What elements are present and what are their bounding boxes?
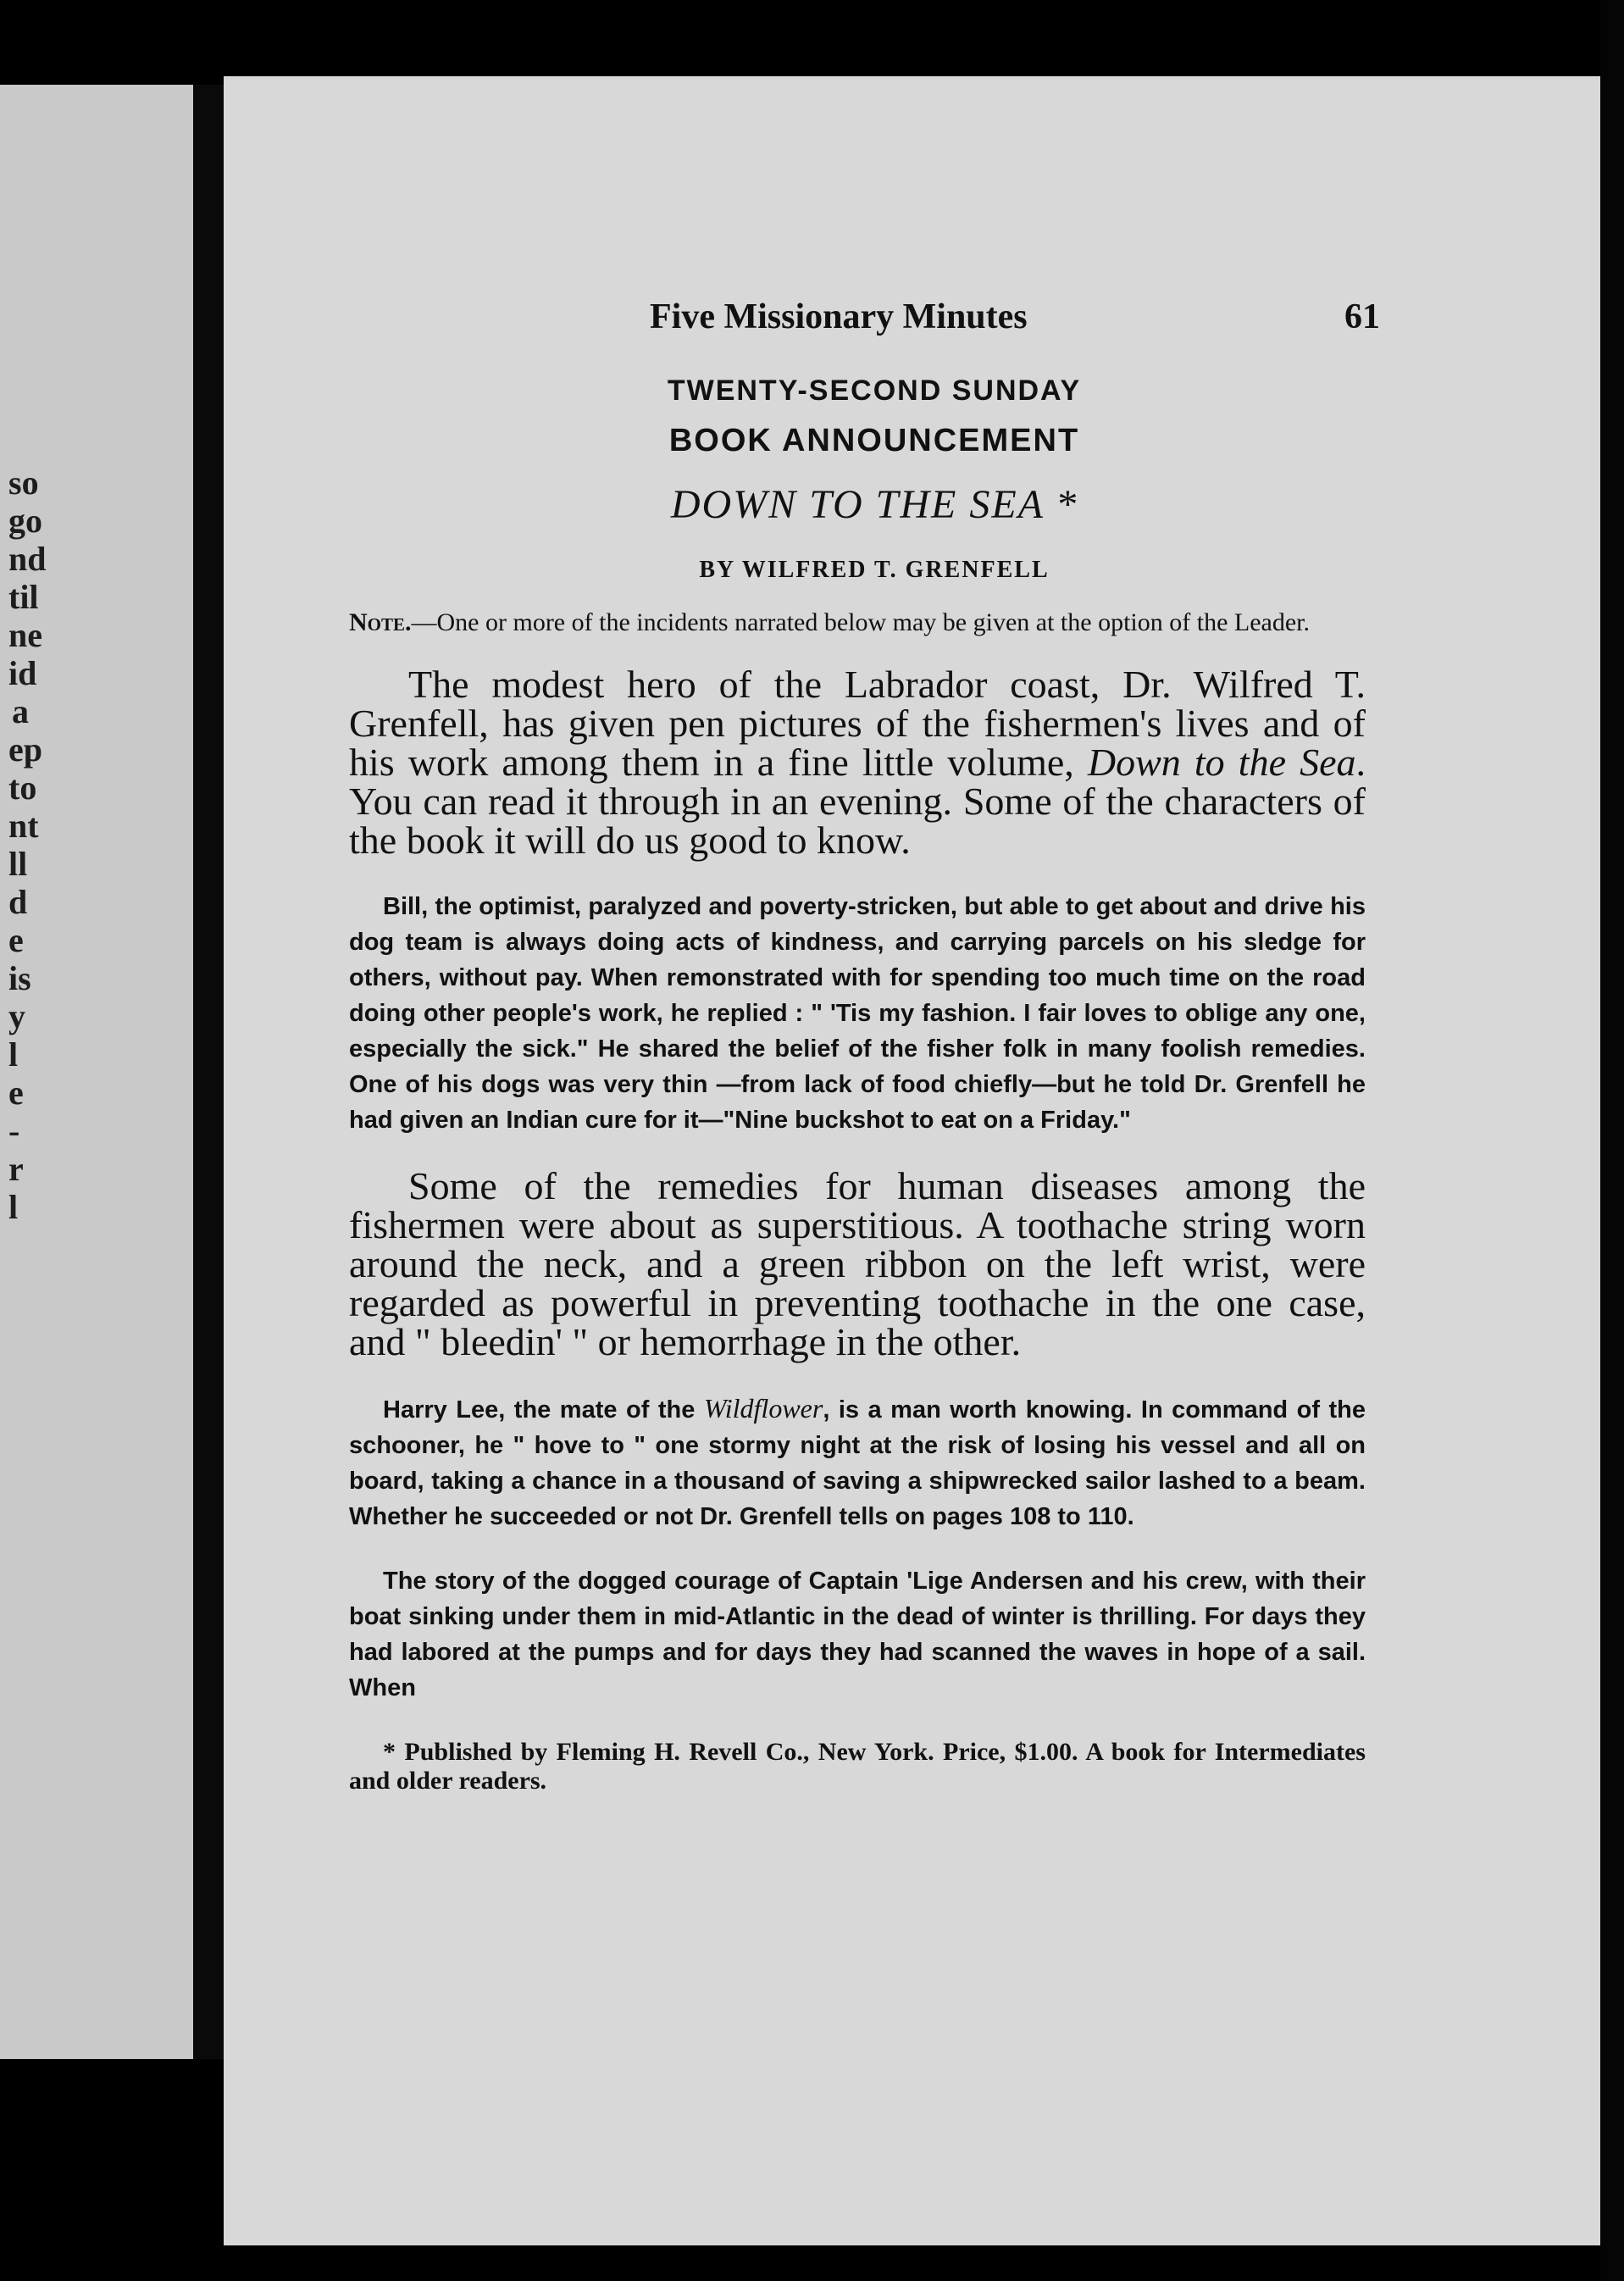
left-fragment: so xyxy=(8,463,39,502)
paragraph-remedies: Some of the remedies for human diseases among the fishermen were about as superstitious. A toothache string worn around the neck, and a green ribbon on the left wrist, were regarded as powerful in preventing toothache in the one case, and " bleedin' " or hemorrhage in the other. xyxy=(349,1164,1366,1363)
paragraph-harry-lee xyxy=(349,1390,1366,1535)
left-fragment: l xyxy=(8,1188,19,1226)
paragraph-intro-rest: . You can read it through in an evening. Some of the characters of the book it will do us good to know. xyxy=(349,741,1366,862)
running-title: Five Missionary Minutes xyxy=(650,297,1028,336)
paragraph-harry-lee-start: Harry Lee, the mate of the xyxy=(383,1396,696,1424)
left-facing-page xyxy=(0,85,193,2059)
book-gutter xyxy=(193,85,224,2059)
left-fragment: ne xyxy=(8,616,42,654)
note xyxy=(349,609,1357,636)
scan-right-edge xyxy=(1600,0,1624,2281)
left-fragment: l xyxy=(8,1035,19,1074)
ship-name: Wildflower xyxy=(703,1393,823,1424)
left-fragment: nd xyxy=(8,540,47,578)
left-fragment: e xyxy=(8,921,24,959)
byline: BY WILFRED T. GRENFELL xyxy=(699,557,1050,583)
left-fragment: to xyxy=(8,769,37,807)
left-fragment: e xyxy=(8,1074,24,1112)
left-fragment: ll xyxy=(8,845,28,883)
left-fragment: til xyxy=(8,578,39,616)
note-text: —One or more of the incidents narrated below may be given at the option of the Leader. xyxy=(411,608,1310,636)
note-label: Note. xyxy=(349,608,412,636)
left-fragment: go xyxy=(8,502,42,540)
running-head xyxy=(349,297,1600,356)
left-fragment: r xyxy=(8,1150,24,1188)
left-fragment: - xyxy=(8,1112,20,1150)
left-fragment: a xyxy=(12,692,29,730)
left-fragment: d xyxy=(8,883,28,921)
paragraph-intro-text: The modest hero of the Labrador coast, Dr. Wilfred T. Grenfell, has given pen pictures of the fishermen's lives and of his work among them in a fine little volume, xyxy=(349,663,1366,784)
left-fragment: is xyxy=(8,959,31,997)
paragraph-andersen: The story of the dogged courage of Captain 'Lige Andersen and his crew, with their boat sinking under them in mid-Atlantic in the dead of winter is thrilling. For days they had labored at the pumps and for days they had scanned the waves in hope of a sail. When xyxy=(349,1568,1366,1701)
announcement-heading: BOOK ANNOUNCEMENT xyxy=(668,423,1080,458)
left-fragment: id xyxy=(8,654,37,692)
book-page xyxy=(224,76,1600,2245)
page-text-block xyxy=(349,297,1600,1795)
left-fragment: y xyxy=(8,997,25,1035)
left-fragment: ep xyxy=(8,730,42,769)
page-number: 61 xyxy=(1344,297,1380,336)
paragraph-intro-book-title: Down to the Sea xyxy=(1087,741,1356,784)
paragraph-intro xyxy=(349,665,1366,860)
paragraph-harry-lee-rest: , is a man worth knowing. In command of the schooner, he " hove to " one stormy night at the risk of losing his vessel and all on board, taking a chance in a thousand of saving a shipwrecked sailor lashed to a beam. Whether he succeeded or not Dr. Grenfell tells on pages 108 to 110. xyxy=(349,1396,1366,1530)
footnote: * Published by Fleming H. Revell Co., New York. Price, $1.00. A book for Intermediates and older readers. xyxy=(349,1738,1366,1795)
left-fragment: nt xyxy=(8,807,39,845)
paragraph-bill: Bill, the optimist, paralyzed and poverty-stricken, but able to get about and drive his dog team is always doing acts of kindness, and carrying parcels on his sledge for others, without pay. When remonstrated with for spending too much time on the road doing other people's work, he replied : " 'Tis my fashion. I fair loves to oblige any one, especially the sick." He shared the belief of the fisher folk in many foolish remedies. One of his dogs was very thin —from lack of food chiefly—but he told Dr. Grenfell he had given an Indian cure for it—"Nine buckshot to eat on a Friday." xyxy=(349,893,1366,1134)
sunday-heading: TWENTY-SECOND SUNDAY xyxy=(667,375,1082,407)
book-title: DOWN TO THE SEA * xyxy=(670,482,1078,527)
